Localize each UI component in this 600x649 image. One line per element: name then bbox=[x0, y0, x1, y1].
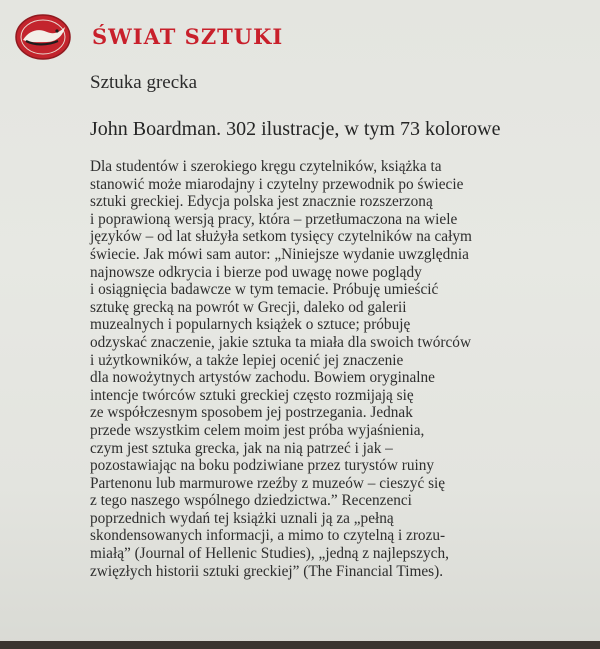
description-line: Dla studentów i szerokiego kręgu czytelników, książka ta bbox=[90, 158, 442, 175]
description-line: i poprawioną wersją pracy, która – przetłumaczona na wiele bbox=[90, 210, 458, 228]
description-text bbox=[90, 158, 590, 580]
description-line: stanowić może miarodajny i czytelny przewodnik po świecie bbox=[90, 175, 464, 193]
description-line: sztukę grecką na powrót w Grecji, daleko od galerii bbox=[90, 298, 407, 316]
description-line: miałą” (Journal of Hellenic Studies), „jedną z najlepszych, bbox=[90, 545, 449, 563]
description-line: ze współczesnym sposobem jej postrzegania. Jednak bbox=[90, 404, 413, 422]
description-line: świecie. Jak mówi sam autor: „Niniejsze wydanie uwzględnia bbox=[90, 245, 469, 263]
description-line: czym jest sztuka grecka, jak na nią patrzeć i jak – bbox=[90, 439, 393, 457]
description-line: przede wszystkim celem moim jest próba wyjaśnienia, bbox=[90, 421, 425, 439]
series-logo-icon bbox=[14, 12, 72, 62]
series-title: ŚWIAT SZTUKI bbox=[92, 24, 284, 49]
description-line: muzealnych i popularnych książek o sztuce; próbuję bbox=[90, 316, 411, 334]
description-line: skondensowanych informacji, a mimo to czytelną i zrozu- bbox=[90, 527, 446, 545]
description-line: najnowsze odkrycia i bierze pod uwagę nowe poglądy bbox=[90, 263, 422, 281]
description-line: dla nowożytnych artystów zachodu. Bowiem oryginalne bbox=[90, 369, 435, 387]
description-line: zwięzłych historii sztuki greckiej” (The Financial Times). bbox=[90, 562, 444, 580]
description-line: i osiągnięcia badawcze w tym temacie. Próbuję umieścić bbox=[90, 281, 439, 299]
description-line: z tego naszego wspólnego dziedzictwa.” Recenzenci bbox=[90, 492, 412, 510]
description-line: języków – od lat służyła setkom tysięcy czytelników na całym bbox=[90, 228, 472, 246]
description-line: intencje twórców sztuki greckiej często rozmijają się bbox=[90, 386, 414, 404]
author-and-illustrations: John Boardman. 302 ilustracje, w tym 73 kolorowe bbox=[90, 118, 501, 140]
description-line: sztuki greckiej. Edycja polska jest znacznie rozszerzoną bbox=[90, 193, 433, 211]
description-line: pozostawiając na boku podziwiane przez turystów ruiny bbox=[90, 457, 435, 475]
book-title: Sztuka grecka bbox=[90, 72, 198, 93]
description-line: Partenonu lub marmurowe rzeźby z muzeów – cieszyć się bbox=[90, 474, 446, 492]
description-line: poprzednich wydań tej książki uznali ją za „pełną bbox=[90, 509, 394, 527]
description-line: i użytkowników, a także lepiej ocenić jej znaczenie bbox=[90, 351, 404, 369]
cover-bottom-edge bbox=[0, 641, 600, 649]
description-line: odzyskać znaczenie, jakie sztuka ta miała dla swoich twórców bbox=[90, 333, 471, 351]
